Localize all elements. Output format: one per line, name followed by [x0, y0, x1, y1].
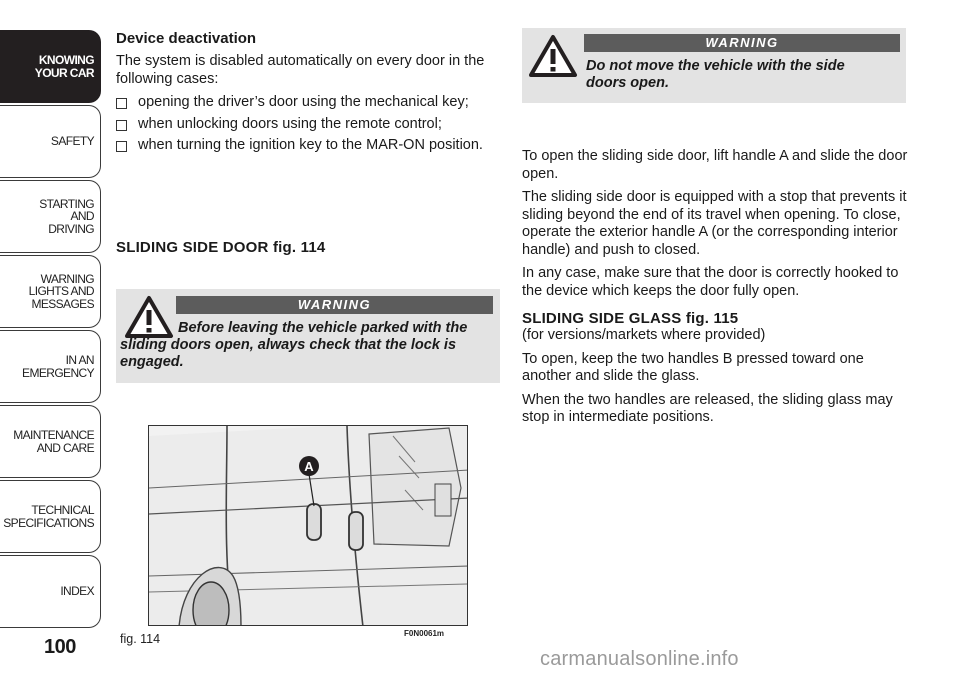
- right-column: [522, 148, 908, 433]
- tab-in-an-emergency[interactable]: IN AN EMERGENCY: [0, 330, 101, 403]
- deactivation-intro: The system is disabled automatically on every door in the following cases:: [116, 53, 485, 87]
- sliding-door-illustration: [149, 426, 468, 626]
- callout-label-a: A: [304, 459, 314, 474]
- warning-triangle-icon: [528, 34, 578, 78]
- left-column: [116, 28, 500, 159]
- device-deactivation-heading: Device deactivation: [116, 30, 257, 47]
- sliding-side-door-heading: SLIDING SIDE DOOR fig. 114: [116, 239, 326, 256]
- watermark: carmanualsonline.info: [540, 648, 739, 670]
- checkbox-bullet-icon: [116, 120, 127, 131]
- figure-code: F0N0061m: [404, 629, 445, 638]
- list-item: [116, 137, 500, 155]
- warning-text: Before leaving the vehicle parked with the sliding doors open, always check that the lock is engaged.: [120, 320, 468, 370]
- chapter-sidebar: [0, 0, 104, 677]
- warning-label: WARNING: [176, 296, 493, 314]
- figure-caption: fig. 114: [120, 632, 161, 646]
- warning-label: WARNING: [584, 34, 900, 52]
- tab-safety[interactable]: SAFETY: [0, 105, 101, 178]
- tab-warning-lights-and-messages[interactable]: WARNING LIGHTS AND MESSAGES: [0, 255, 101, 328]
- warning-box-left: [116, 289, 500, 383]
- list-item-text: when turning the ignition key to the MAR-ON position.: [138, 137, 483, 153]
- tab-technical-specifications[interactable]: TECHNICAL SPECIFICATIONS: [0, 480, 101, 553]
- sliding-side-glass-heading: SLIDING SIDE GLASS fig. 115: [522, 310, 739, 327]
- warning-box-right: [522, 28, 906, 103]
- paragraph: To open, keep the two handles B pressed toward one another and slide the glass.: [522, 350, 864, 384]
- list-item: [116, 116, 500, 134]
- list-item-text: opening the driver’s door using the mechanical key;: [138, 94, 469, 110]
- page-number: 100: [44, 636, 76, 658]
- checkbox-bullet-icon: [116, 98, 127, 109]
- paragraph: In any case, make sure that the door is correctly hooked to the device which keeps the door fully open.: [522, 265, 899, 299]
- tab-maintenance-and-care[interactable]: MAINTENANCE AND CARE: [0, 405, 101, 478]
- paragraph: To open the sliding side door, lift handle A and slide the door open.: [522, 148, 908, 182]
- list-item-text: when unlocking doors using the remote control;: [138, 115, 442, 132]
- section-note: (for versions/markets where provided): [522, 327, 766, 343]
- deactivation-cases-list: [116, 94, 500, 155]
- figure-sliding-door-illustration: [148, 425, 468, 626]
- paragraph: The sliding side door is equipped with a stop that prevents it sliding beyond the end of its travel when opening. To close, operate the exterior handle A (or the corresponding interior handle) and push to closed.: [522, 189, 907, 258]
- tab-index[interactable]: INDEX: [0, 555, 101, 628]
- paragraph: When the two handles are released, the sliding glass may stop in intermediate positions.: [522, 391, 893, 425]
- checkbox-bullet-icon: [116, 141, 127, 152]
- warning-text: Do not move the vehicle with the side doors open.: [586, 58, 845, 91]
- tab-knowing-your-car[interactable]: KNOWING YOUR CAR: [0, 30, 101, 103]
- tab-starting-and-driving[interactable]: STARTING AND DRIVING: [0, 180, 101, 253]
- list-item: [116, 94, 500, 112]
